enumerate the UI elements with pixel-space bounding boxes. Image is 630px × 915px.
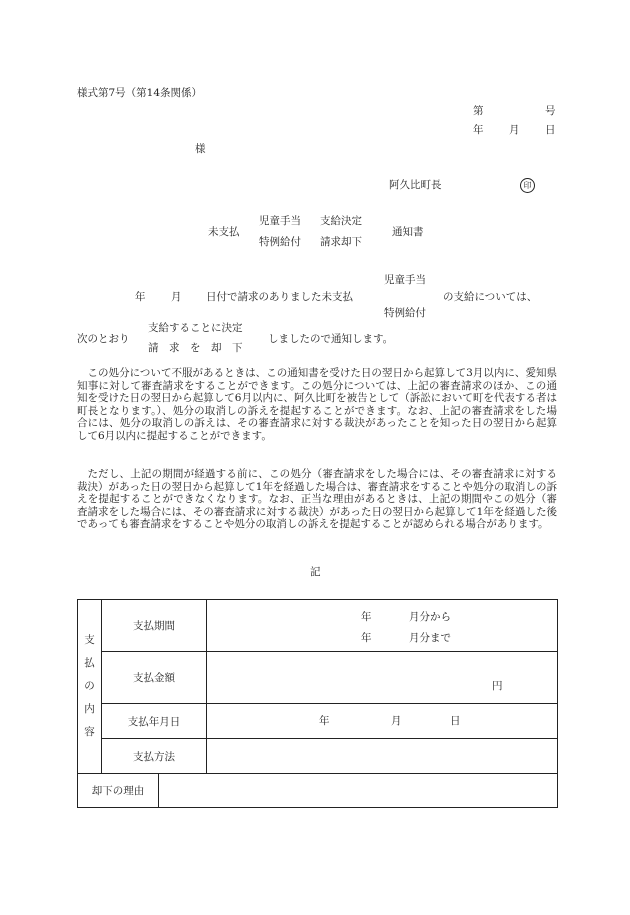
payment-contents-label: 支 払 の 内 容: [78, 600, 102, 774]
title-benefit-b: 特例給付: [259, 236, 301, 248]
line2-option-a: 支給することに決定: [148, 322, 243, 334]
doc-number-suffix: 号: [545, 105, 556, 117]
line1-month: 月: [171, 291, 182, 303]
payment-date-label: 支払年月日: [102, 704, 207, 739]
appeal-notice-paragraph-2: ただし、上記の期間が経過する前に、この処分（審査請求をした場合には、その審査請求に対する裁決）があった日の翌日から起算して1年を経過した場合は、審査請求をすることや処分の取消しの訴えを提起することができなくなります。なお、正当な理由があるときは、上記の期間やこの処分（審査請求をした場合には、その審査請求に対する裁決）があった日の翌日から起算して1年を経過した後であっても審査請求をすることや処分の取消しの訴えを提起することが認められる場合があります。: [77, 468, 557, 531]
payment-method-value: [207, 739, 558, 774]
date-day: 日: [545, 124, 556, 136]
period-label: 支払期間: [102, 600, 207, 652]
payment-details-table: [77, 599, 558, 808]
rejection-row: [78, 774, 558, 808]
title-prefix: 未支払: [208, 226, 240, 238]
period-value: 年 月分から 年 月分まで: [207, 600, 558, 652]
ki-heading: 記: [310, 566, 321, 578]
period-row: [78, 600, 558, 652]
amount-value: [207, 652, 558, 704]
recipient-honorific: 様: [195, 143, 206, 155]
line1-benefit-a: 児童手当: [384, 274, 426, 286]
line2-tail: しましたので通知します。: [268, 333, 394, 345]
form-number: 様式第7号（第14条関係）: [77, 87, 203, 99]
line2-option-b: 請 求 を 却 下: [148, 342, 243, 354]
title-decision-b: 請求却下: [320, 236, 362, 248]
date-month: 月: [509, 124, 520, 136]
amount-row: [78, 652, 558, 704]
payment-method-label: 支払方法: [102, 739, 207, 774]
rejection-reason-value: [159, 774, 558, 808]
doc-number-prefix: 第: [473, 105, 484, 117]
method-row: [78, 739, 558, 774]
appeal-notice-paragraph-1: この処分について不服があるときは、この通知書を受けた日の翌日から起算して3月以内に、愛知県知事に対して審査請求をすることができます。この処分については、上記の審査請求のほか、この通知を受けた日の翌日から起算して6月以内に、阿久比町を被告として（訴訟において町を代表する者は町長となります。）、処分の取消しの訴えを提起することができます。なお、上記の審査請求をした場合には、処分の取消しの訴えは、その審査請求に対する裁決があったことを知った日の翌日から起算して6月以内に提起することができます。: [77, 367, 557, 442]
line2-lead: 次のとおり: [77, 333, 130, 345]
payment-date-value: 年 月 日: [207, 704, 558, 739]
seal-mark: 印: [520, 178, 535, 193]
line1-text: 日付で請求のありました未支払: [206, 291, 353, 303]
date-year: 年: [473, 124, 484, 136]
date-row: [78, 704, 558, 739]
line1-tail: の支給については、: [443, 291, 538, 303]
sender-name: 阿久比町長: [389, 179, 442, 191]
line1-benefit-b: 特例給付: [384, 307, 426, 319]
amount-label: 支払金額: [102, 652, 207, 704]
rejection-reason-label: 却下の理由: [78, 774, 159, 808]
line1-year: 年: [135, 291, 146, 303]
title-suffix: 通知書: [392, 226, 424, 238]
title-benefit-a: 児童手当: [259, 215, 301, 227]
title-decision-a: 支給決定: [320, 215, 362, 227]
amount-unit: 円: [492, 680, 503, 692]
